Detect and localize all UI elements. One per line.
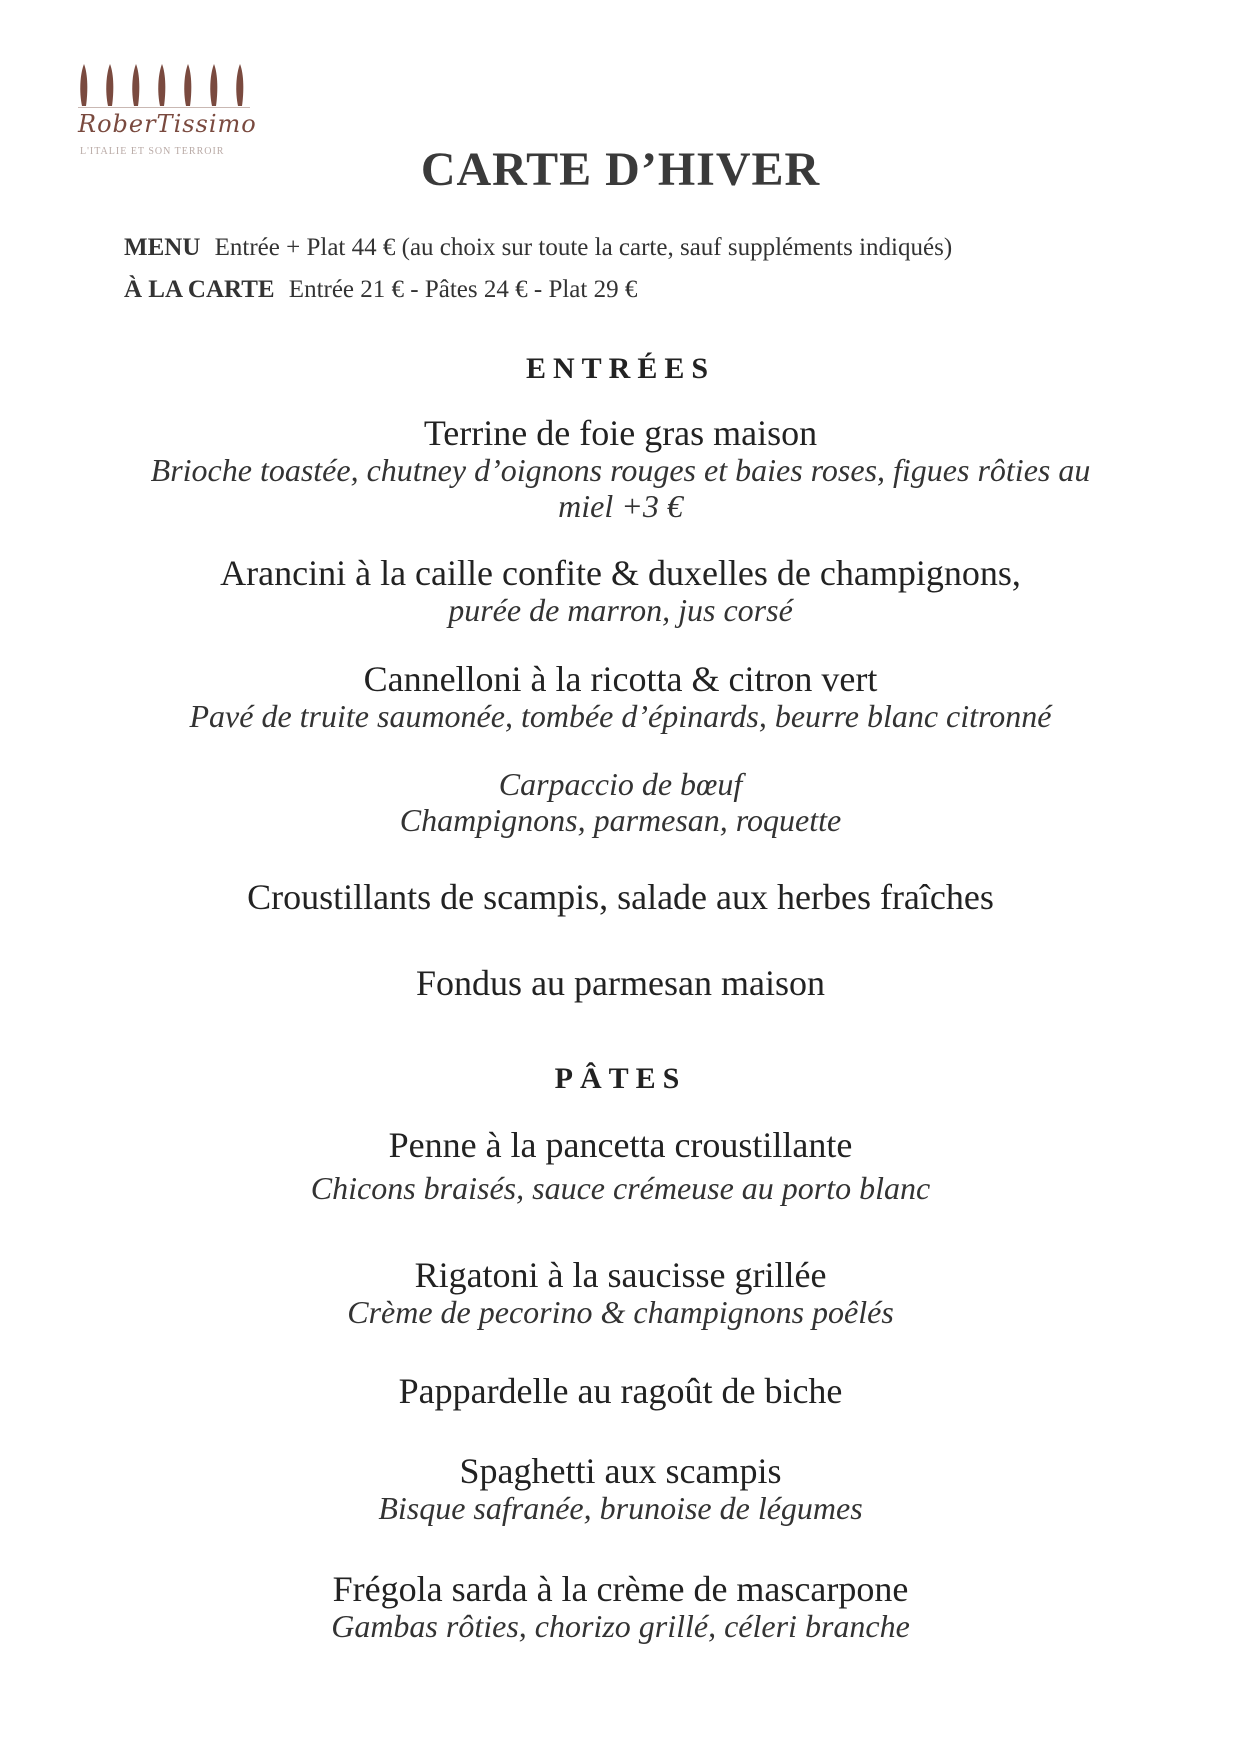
dish-name: Croustillants de scampis, salade aux herbes fraîches [247, 877, 994, 917]
dish-description: Crème de pecorino & champignons poêlés [347, 1294, 894, 1330]
dish-item [140, 414, 1101, 524]
menu-title: CARTE D’HIVER [420, 143, 821, 196]
dish-description: Brioche toastée, chutney d’oignons rouges et baies roses, figues rôties au miel +3 € [150, 452, 1091, 524]
menu-price-line [124, 232, 952, 274]
dish-item [140, 1256, 1101, 1330]
dish-name: Fondus au parmesan maison [416, 963, 825, 1003]
a-la-carte-text: Entrée 21 € - Pâtes 24 € - Plat 29 € [288, 276, 638, 303]
dish-description: Bisque safranée, brunoise de légumes [378, 1490, 863, 1526]
dish-name: Arancini à la caille confite & duxelles de champignons, [220, 553, 1021, 593]
dish-name: Pappardelle au ragoût de biche [398, 1371, 843, 1411]
dish-item [140, 554, 1101, 628]
dish-name: Cannelloni à la ricotta & citron vert [363, 659, 878, 699]
dish-name: Rigatoni à la saucisse grillée [414, 1255, 827, 1295]
section-title-entrees: ENTRÉES [525, 352, 716, 385]
dish-item [140, 1126, 1101, 1206]
dish-item [140, 1372, 1101, 1410]
dish-item [140, 964, 1101, 1002]
section-title-pates: PÂTES [554, 1062, 687, 1095]
dish-item [140, 1452, 1101, 1526]
dish-description: purée de marron, jus corsé [448, 592, 793, 628]
cypress-trees-icon [78, 62, 268, 110]
a-la-carte-price-line [124, 274, 952, 316]
dish-description: Champignons, parmesan, roquette [399, 802, 842, 838]
dish-item [140, 660, 1101, 734]
dish-description: Chicons braisés, sauce crémeuse au porto blanc [310, 1170, 931, 1206]
a-la-carte-label: À LA CARTE [124, 276, 275, 303]
dish-name: Frégola sarda à la crème de mascarpone [332, 1569, 909, 1609]
menu-price-text: Entrée + Plat 44 € (au choix sur toute la carte, sauf suppléments indiqués) [214, 234, 953, 261]
dish-item [140, 766, 1101, 838]
dish-item [140, 1570, 1101, 1644]
pricing-info [124, 232, 952, 316]
dish-name: Spaghetti aux scampis [459, 1451, 782, 1491]
dish-name: Terrine de foie gras maison [423, 413, 818, 453]
dish-item [140, 878, 1101, 916]
dish-description: Gambas rôties, chorizo grillé, céleri branche [331, 1608, 910, 1644]
dish-name: Carpaccio de bœuf [498, 766, 743, 802]
dish-name: Penne à la pancetta croustillante [388, 1125, 853, 1165]
logo-tagline: L'ITALIE ET SON TERROIR [80, 146, 225, 157]
dish-description: Pavé de truite saumonée, tombée d’épinards, beurre blanc citronné [189, 698, 1052, 734]
logo-wordmark: RoberTissimo [78, 110, 257, 138]
menu-price-label: MENU [124, 234, 201, 261]
